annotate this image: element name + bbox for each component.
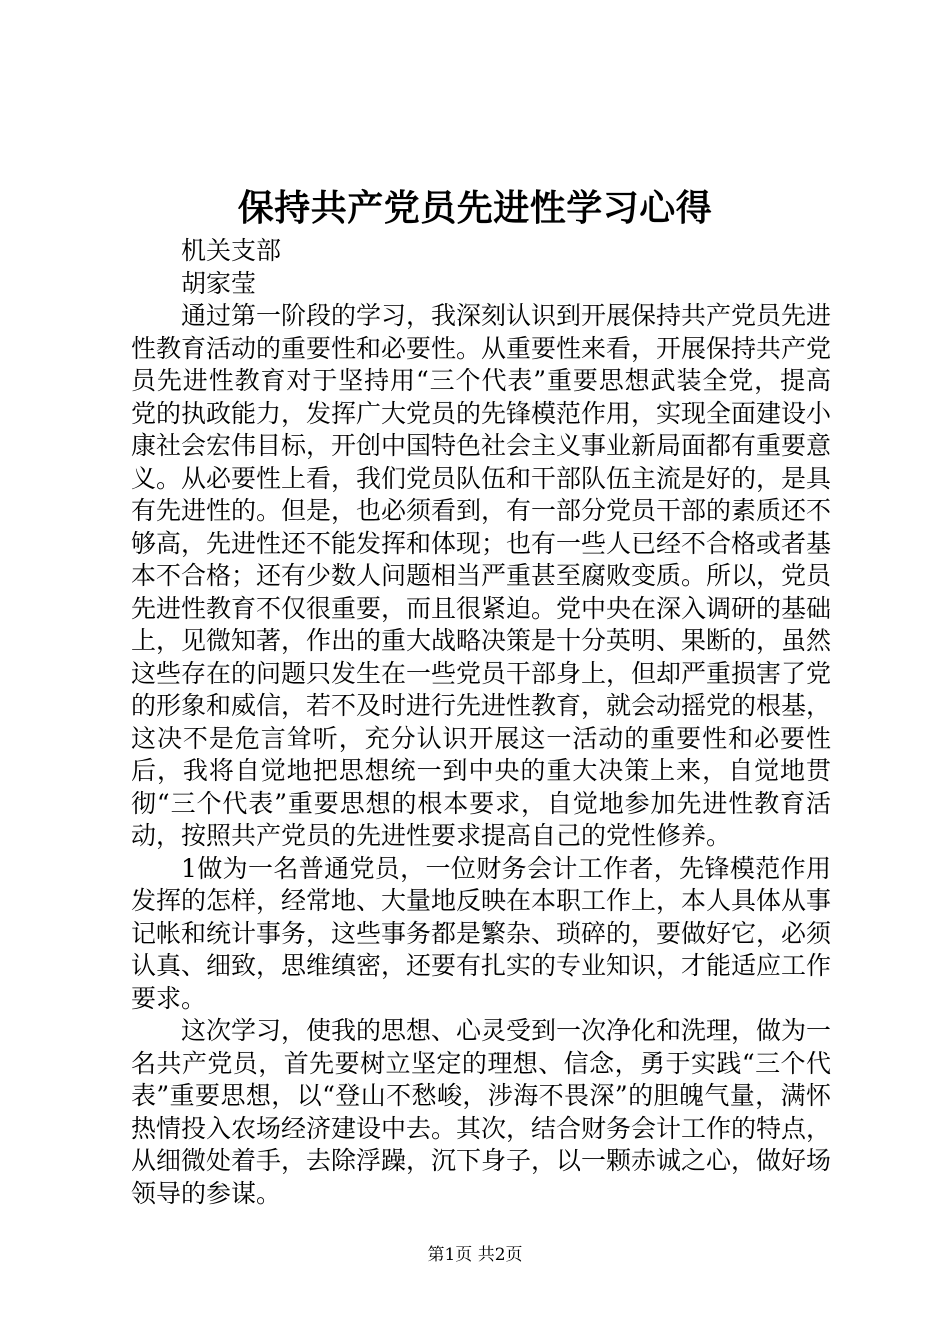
department-line: 机关支部 (181, 236, 282, 265)
page-footer: 第1页 共2页 (427, 1245, 523, 1265)
paragraph-3: 这次学习，使我的思想、心灵受到一次净化和洗理，做为一名共产党员，首先要树立坚定的理想、信念，勇于实践“三个代表”重要思想，以“登山不愁峻，涉海不畏深”的胆魄气量，满怀热情投入农场经济建设中去。其次，结合财务会计工作的特点，从细微处着手，去除浮躁，沉下身子，以一颗赤诚之心，做好场领导的参谋。 (131, 1016, 832, 1208)
author-line: 胡家莹 (181, 268, 257, 298)
paragraph-2: 1做为一名普通党员，一位财务会计工作者，先锋模范作用发挥的怎样，经常地、大量地反映在本职工作上，本人具体从事记帐和统计事务，这些事务都是繁杂、琐碎的，要做好它，必须认真、细致，思维缜密，还要有扎实的专业知识，才能适应工作要求。 (131, 853, 832, 1013)
document-title: 保持共产党员先进性学习心得 (237, 187, 713, 229)
paragraph-1: 通过第一阶段的学习，我深刻认识到开展保持共产党员先进性教育活动的重要性和必要性。从重要性来看，开展保持共产党员先进性教育对于坚持用“三个代表”重要思想武装全党，提高党的执政能力，发挥广大党员的先锋模范作用，实现全面建设小康社会宏伟目标，开创中国特色社会主义事业新局面都有重要意义。从必要性上看，我们党员队伍和干部队伍主流是好的，是具有先进性的。但是，也必须看到，有一部分党员干部的素质还不够高，先进性还不能发挥和体现；也有一些人已经不合格或者基本不合格；还有少数人问题相当严重甚至腐败变质。所以，党员先进性教育不仅很重要，而且很紧迫。党中央在深入调研的基础上，见微知著，作出的重大战略决策是十分英明、果断的，虽然这些存在的问题只发生在一些党员干部身上，但却严重损害了党的形象和威信，若不及时进行先进性教育，就会动摇党的根基，这决不是危言耸听，充分认识开展这一活动的重要性和必要性后，我将自觉地把思想统一到中央的重大决策上来，自觉地贯彻“三个代表”重要思想的根本要求，自觉地参加先进性教育活动，按照共产党员的先进性要求提高自己的党性修养。 (131, 301, 832, 850)
document-body (131, 235, 831, 1210)
